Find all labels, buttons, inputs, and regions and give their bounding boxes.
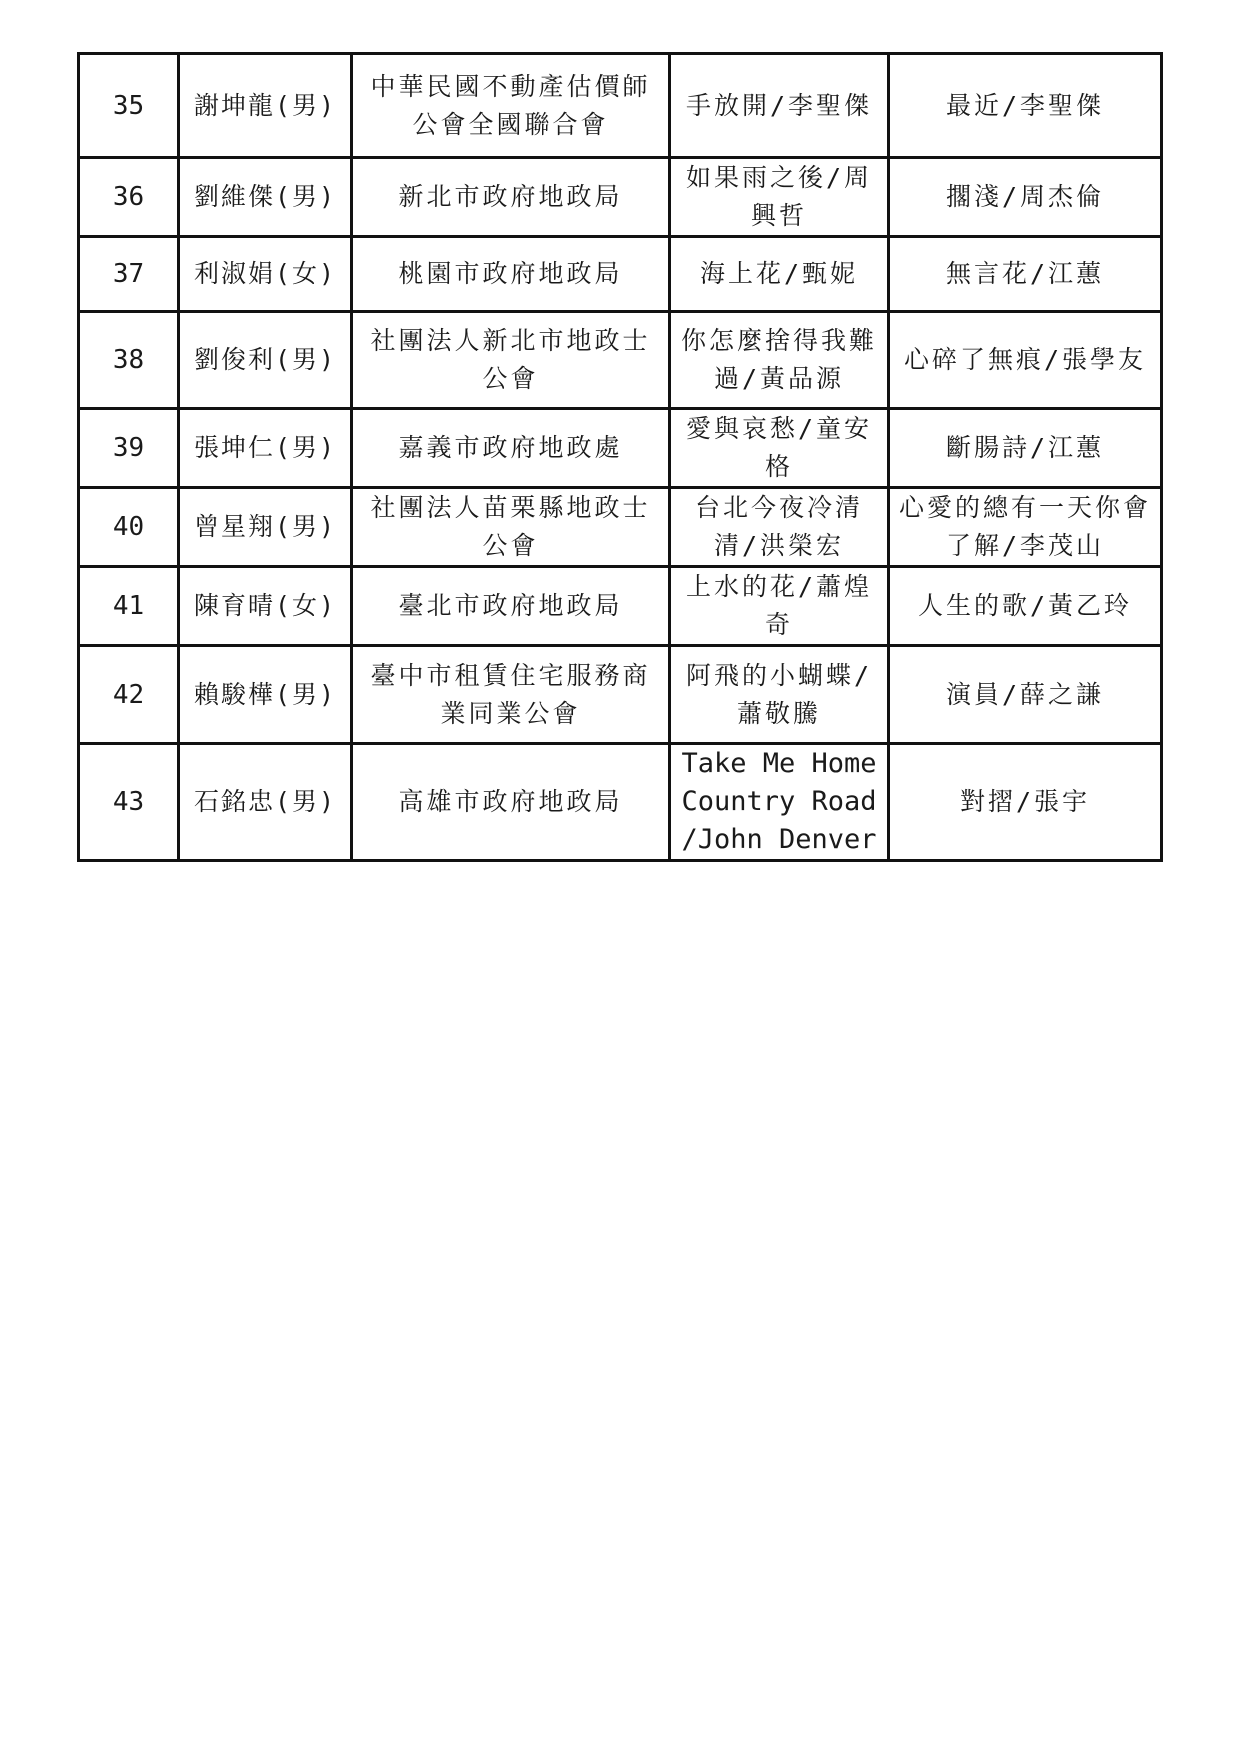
row-number: 36 <box>79 158 179 237</box>
song-first: Take Me Home Country Road /John Denver <box>670 744 889 861</box>
participant-name: 利淑娟(女) <box>179 237 352 312</box>
song-first: 你怎麼捨得我難過/黃品源 <box>670 312 889 409</box>
table-row <box>79 409 1162 488</box>
organization: 嘉義市政府地政處 <box>352 409 670 488</box>
row-number: 43 <box>79 744 179 861</box>
row-number: 41 <box>79 567 179 646</box>
table-row <box>79 237 1162 312</box>
song-second: 人生的歌/黃乙玲 <box>889 567 1162 646</box>
song-first: 手放開/李聖傑 <box>670 54 889 158</box>
song-second: 最近/李聖傑 <box>889 54 1162 158</box>
table-row <box>79 488 1162 567</box>
participant-name: 劉維傑(男) <box>179 158 352 237</box>
table-row <box>79 646 1162 744</box>
participant-name: 曾星翔(男) <box>179 488 352 567</box>
song-second: 對摺/張宇 <box>889 744 1162 861</box>
song-second: 無言花/江蕙 <box>889 237 1162 312</box>
song-second: 斷腸詩/江蕙 <box>889 409 1162 488</box>
song-second: 擱淺/周杰倫 <box>889 158 1162 237</box>
song-first: 阿飛的小蝴蝶/蕭敬騰 <box>670 646 889 744</box>
organization: 高雄市政府地政局 <box>352 744 670 861</box>
participant-name: 劉俊利(男) <box>179 312 352 409</box>
row-number: 35 <box>79 54 179 158</box>
participant-table <box>77 52 1163 862</box>
organization: 臺中市租賃住宅服務商業同業公會 <box>352 646 670 744</box>
table-row <box>79 567 1162 646</box>
song-second: 心碎了無痕/張學友 <box>889 312 1162 409</box>
row-number: 42 <box>79 646 179 744</box>
organization: 臺北市政府地政局 <box>352 567 670 646</box>
organization: 社團法人新北市地政士公會 <box>352 312 670 409</box>
row-number: 39 <box>79 409 179 488</box>
participant-name: 謝坤龍(男) <box>179 54 352 158</box>
organization: 桃園市政府地政局 <box>352 237 670 312</box>
song-second: 演員/薛之謙 <box>889 646 1162 744</box>
table-row <box>79 158 1162 237</box>
song-first: 上水的花/蕭煌奇 <box>670 567 889 646</box>
song-first: 愛與哀愁/童安格 <box>670 409 889 488</box>
row-number: 38 <box>79 312 179 409</box>
organization: 中華民國不動產估價師公會全國聯合會 <box>352 54 670 158</box>
table-row <box>79 54 1162 158</box>
song-first: 如果雨之後/周興哲 <box>670 158 889 237</box>
participant-name: 石銘忠(男) <box>179 744 352 861</box>
participant-name: 張坤仁(男) <box>179 409 352 488</box>
song-second: 心愛的總有一天你會了解/李茂山 <box>889 488 1162 567</box>
row-number: 40 <box>79 488 179 567</box>
table-row <box>79 744 1162 861</box>
song-first: 台北今夜冷清清/洪榮宏 <box>670 488 889 567</box>
table-row <box>79 312 1162 409</box>
row-number: 37 <box>79 237 179 312</box>
participant-name: 陳育晴(女) <box>179 567 352 646</box>
organization: 社團法人苗栗縣地政士公會 <box>352 488 670 567</box>
song-first: 海上花/甄妮 <box>670 237 889 312</box>
participant-name: 賴駿樺(男) <box>179 646 352 744</box>
organization: 新北市政府地政局 <box>352 158 670 237</box>
